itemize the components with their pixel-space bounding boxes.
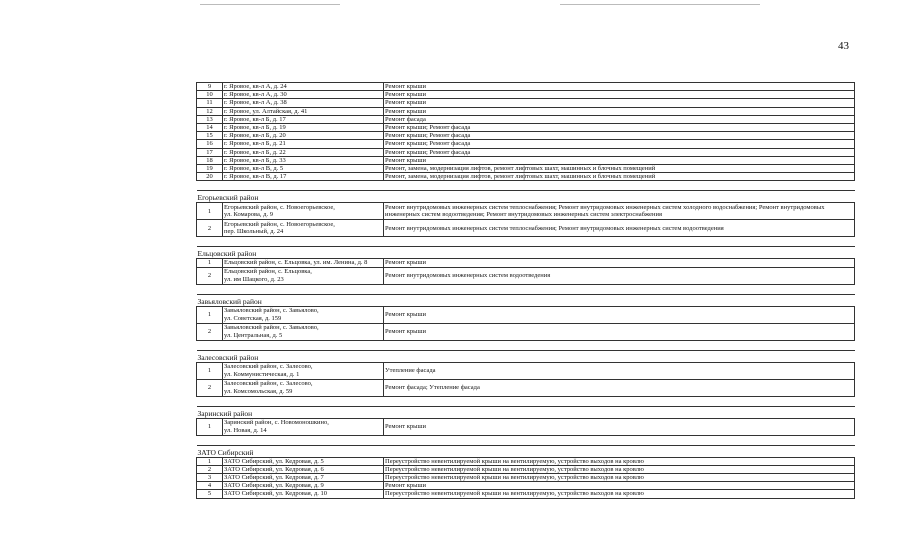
row-address: г. Яровое, кв-л А, д. 24 bbox=[223, 83, 384, 91]
row-address: г. Яровое, кв-л А, д. 30 bbox=[223, 91, 384, 99]
row-address bbox=[223, 306, 384, 323]
row-work: Ремонт крыши; Ремонт фасада bbox=[384, 124, 855, 132]
row-work: Ремонт крыши bbox=[384, 482, 855, 490]
row-address bbox=[223, 465, 384, 473]
row-address bbox=[223, 203, 384, 220]
table-row bbox=[197, 474, 855, 482]
row-number: 12 bbox=[197, 107, 223, 115]
table-row bbox=[197, 107, 855, 115]
address-line-1: ЗАТО Сибирский, ул. Кедровая, д. 10 bbox=[224, 490, 328, 498]
row-work: Ремонт крыши bbox=[384, 259, 855, 267]
row-work: Переустройство невентилируемой крыши на вентилируемую, устройство выходов на кровлю bbox=[384, 465, 855, 473]
row-number: 14 bbox=[197, 124, 223, 132]
row-work: Ремонт внутридомовых инженерных систем теплоснабжения; Ремонт внутридомовых инженерных систем водоотведения bbox=[384, 220, 855, 237]
row-work: Ремонт крыши bbox=[384, 156, 855, 164]
district-heading-row bbox=[197, 350, 855, 362]
row-number: 1 bbox=[197, 259, 223, 267]
row-address bbox=[223, 418, 384, 435]
row-number: 16 bbox=[197, 140, 223, 148]
district-heading-row bbox=[197, 247, 855, 259]
works-table bbox=[196, 82, 855, 499]
row-work: Ремонт, замена, модернизация лифтов, ремонт лифтовых шахт, машинных и блочных помещений bbox=[384, 173, 855, 181]
spacer-cell bbox=[197, 237, 855, 247]
address-line-1: Ельцовский район, с. Ельцовка, ул. им. Ленина, д. 8 bbox=[224, 259, 368, 267]
spacer-cell bbox=[197, 435, 855, 445]
address-line-1: Егорьевский район, с. Новоегорьевское, bbox=[224, 204, 335, 212]
spacer-cell bbox=[197, 396, 855, 406]
row-number: 19 bbox=[197, 165, 223, 173]
spacer-row bbox=[197, 396, 855, 406]
table-row bbox=[197, 490, 855, 498]
row-number: 1 bbox=[197, 306, 223, 323]
table-row bbox=[197, 418, 855, 435]
district-heading-row bbox=[197, 406, 855, 418]
row-number: 18 bbox=[197, 156, 223, 164]
table-row bbox=[197, 220, 855, 237]
row-work: Переустройство невентилируемой крыши на вентилируемую, устройство выходов на кровлю bbox=[384, 457, 855, 465]
row-number: 2 bbox=[197, 267, 223, 284]
address-line-1: Завьяловский район, с. Завьялово, bbox=[224, 324, 319, 332]
row-number: 2 bbox=[197, 379, 223, 396]
address-line-2: ул. Центральная, д. 5 bbox=[224, 331, 283, 339]
address-line-1: Завьяловский район, с. Завьялово, bbox=[224, 307, 319, 315]
row-address: г. Яровое, кв-л Б, д. 33 bbox=[223, 156, 384, 164]
row-address bbox=[223, 379, 384, 396]
spacer-cell bbox=[197, 340, 855, 350]
row-work: Ремонт крыши bbox=[384, 91, 855, 99]
spacer-row bbox=[197, 435, 855, 445]
table-row bbox=[197, 115, 855, 123]
district-heading: Заринский район bbox=[197, 406, 855, 418]
table-row bbox=[197, 267, 855, 284]
table-row bbox=[197, 323, 855, 340]
table-row bbox=[197, 156, 855, 164]
scan-artifact bbox=[200, 4, 340, 5]
address-line-2: ул. Комсомольская, д. 59 bbox=[224, 387, 293, 395]
table-row bbox=[197, 132, 855, 140]
district-heading-row bbox=[197, 445, 855, 457]
row-address bbox=[223, 457, 384, 465]
row-work: Ремонт крыши; Ремонт фасада bbox=[384, 148, 855, 156]
district-heading: Залесовский район bbox=[197, 350, 855, 362]
district-heading: ЗАТО Сибирский bbox=[197, 445, 855, 457]
row-address: г. Яровое, кв-л Б, д. 22 bbox=[223, 148, 384, 156]
row-work: Ремонт крыши bbox=[384, 306, 855, 323]
row-address bbox=[223, 323, 384, 340]
row-number: 15 bbox=[197, 132, 223, 140]
district-heading: Ельцовский район bbox=[197, 247, 855, 259]
spacer-row bbox=[197, 237, 855, 247]
address-line-1: Заринский район, с. Новомоношкино, bbox=[224, 419, 329, 427]
row-number: 1 bbox=[197, 457, 223, 465]
address-line-2: ул. им Шацкого, д. 23 bbox=[224, 275, 284, 283]
table-row bbox=[197, 203, 855, 220]
table-row bbox=[197, 140, 855, 148]
row-number: 20 bbox=[197, 173, 223, 181]
spacer-row bbox=[197, 340, 855, 350]
district-heading-row bbox=[197, 191, 855, 203]
row-number: 1 bbox=[197, 418, 223, 435]
row-address bbox=[223, 490, 384, 498]
works-table-body bbox=[197, 83, 855, 499]
row-number: 5 bbox=[197, 490, 223, 498]
row-number: 1 bbox=[197, 362, 223, 379]
row-work: Переустройство невентилируемой крыши на вентилируемую, устройство выходов на кровлю bbox=[384, 474, 855, 482]
row-work: Ремонт внутридомовых инженерных систем водоотведения bbox=[384, 267, 855, 284]
row-work: Ремонт крыши bbox=[384, 418, 855, 435]
table-row bbox=[197, 457, 855, 465]
address-line-1: ЗАТО Сибирский, ул. Кедровая, д. 6 bbox=[224, 465, 324, 473]
address-line-2: ул. Советская, д. 159 bbox=[224, 314, 282, 322]
row-number: 3 bbox=[197, 474, 223, 482]
row-number: 1 bbox=[197, 203, 223, 220]
row-address bbox=[223, 482, 384, 490]
table-row bbox=[197, 482, 855, 490]
row-address: г. Яровое, кв-л Б, д. 21 bbox=[223, 140, 384, 148]
row-number: 17 bbox=[197, 148, 223, 156]
row-address bbox=[223, 259, 384, 267]
address-line-1: Залесовский район, с. Залесово, bbox=[224, 380, 313, 388]
row-address: г. Яровое, ул. Алтайская, д. 41 bbox=[223, 107, 384, 115]
row-address: г. Яровое, кв-л А, д. 38 bbox=[223, 99, 384, 107]
table-row bbox=[197, 465, 855, 473]
row-work: Ремонт внутридомовых инженерных систем теплоснабжения; Ремонт внутридомовых инженерных систем холодного водоснабжения; Ремонт внутридомовых инженерных систем водоотведения; Ремонт внутридомовых инженерных систем электроснабжения bbox=[384, 203, 855, 220]
address-line-2: ул. Комарова, д. 9 bbox=[224, 211, 273, 219]
table-row bbox=[197, 165, 855, 173]
row-address bbox=[223, 267, 384, 284]
row-work: Ремонт фасада bbox=[384, 115, 855, 123]
row-work: Ремонт крыши; Ремонт фасада bbox=[384, 132, 855, 140]
row-work: Переустройство невентилируемой крыши на вентилируемую, устройство выходов на кровлю bbox=[384, 490, 855, 498]
row-number: 2 bbox=[197, 465, 223, 473]
spacer-row bbox=[197, 284, 855, 294]
address-line-1: Егорьевский район, с. Новоегорьевское, bbox=[224, 221, 335, 229]
district-heading: Егорьевский район bbox=[197, 191, 855, 203]
district-heading: Завьяловский район bbox=[197, 294, 855, 306]
row-work: Ремонт фасада; Утепление фасада bbox=[384, 379, 855, 396]
district-heading-row bbox=[197, 294, 855, 306]
row-number: 2 bbox=[197, 220, 223, 237]
row-work: Ремонт крыши bbox=[384, 323, 855, 340]
address-line-1: Ельцовский район, с. Ельцовка, bbox=[224, 268, 312, 276]
row-address: г. Яровое, кв-л Б, д. 19 bbox=[223, 124, 384, 132]
table-row bbox=[197, 148, 855, 156]
row-address bbox=[223, 220, 384, 237]
row-work: Ремонт крыши bbox=[384, 83, 855, 91]
table-row bbox=[197, 379, 855, 396]
row-address: г. Яровое, кв-л Б, д. 20 bbox=[223, 132, 384, 140]
table-row bbox=[197, 124, 855, 132]
row-work: Ремонт крыши bbox=[384, 99, 855, 107]
row-number: 9 bbox=[197, 83, 223, 91]
row-work: Ремонт крыши bbox=[384, 107, 855, 115]
row-address bbox=[223, 362, 384, 379]
row-number: 4 bbox=[197, 482, 223, 490]
table-row bbox=[197, 91, 855, 99]
address-line-1: ЗАТО Сибирский, ул. Кедровая, д. 7 bbox=[224, 474, 324, 482]
row-address: г. Яровое, кв-л В, д. 5 bbox=[223, 165, 384, 173]
address-line-1: Залесовский район, с. Залесово, bbox=[224, 363, 313, 371]
address-line-2: ул. Новая, д. 14 bbox=[224, 426, 267, 434]
row-work: Ремонт крыши; Ремонт фасада bbox=[384, 140, 855, 148]
row-work: Утепление фасада bbox=[384, 362, 855, 379]
table-row bbox=[197, 99, 855, 107]
row-number: 11 bbox=[197, 99, 223, 107]
row-number: 13 bbox=[197, 115, 223, 123]
row-number: 10 bbox=[197, 91, 223, 99]
address-line-1: ЗАТО Сибирский, ул. Кедровая, д. 5 bbox=[224, 457, 324, 465]
spacer-cell bbox=[197, 181, 855, 191]
row-address bbox=[223, 474, 384, 482]
scan-artifact bbox=[560, 4, 760, 5]
table-row bbox=[197, 362, 855, 379]
row-address: г. Яровое, кв-л В, д. 17 bbox=[223, 173, 384, 181]
address-line-2: пер. Школьный, д. 24 bbox=[224, 228, 284, 236]
row-work: Ремонт, замена, модернизация лифтов, ремонт лифтовых шахт, машинных и блочных помещений bbox=[384, 165, 855, 173]
spacer-row bbox=[197, 181, 855, 191]
row-number: 2 bbox=[197, 323, 223, 340]
table-row bbox=[197, 173, 855, 181]
spacer-cell bbox=[197, 284, 855, 294]
table-row bbox=[197, 83, 855, 91]
works-table-sheet bbox=[196, 82, 855, 499]
page-number: 43 bbox=[838, 40, 849, 52]
table-row bbox=[197, 306, 855, 323]
table-row bbox=[197, 259, 855, 267]
address-line-2: ул. Коммунистическая, д. 1 bbox=[224, 370, 300, 378]
row-address: г. Яровое, кв-л Б, д. 17 bbox=[223, 115, 384, 123]
address-line-1: ЗАТО Сибирский, ул. Кедровая, д. 9 bbox=[224, 482, 324, 490]
